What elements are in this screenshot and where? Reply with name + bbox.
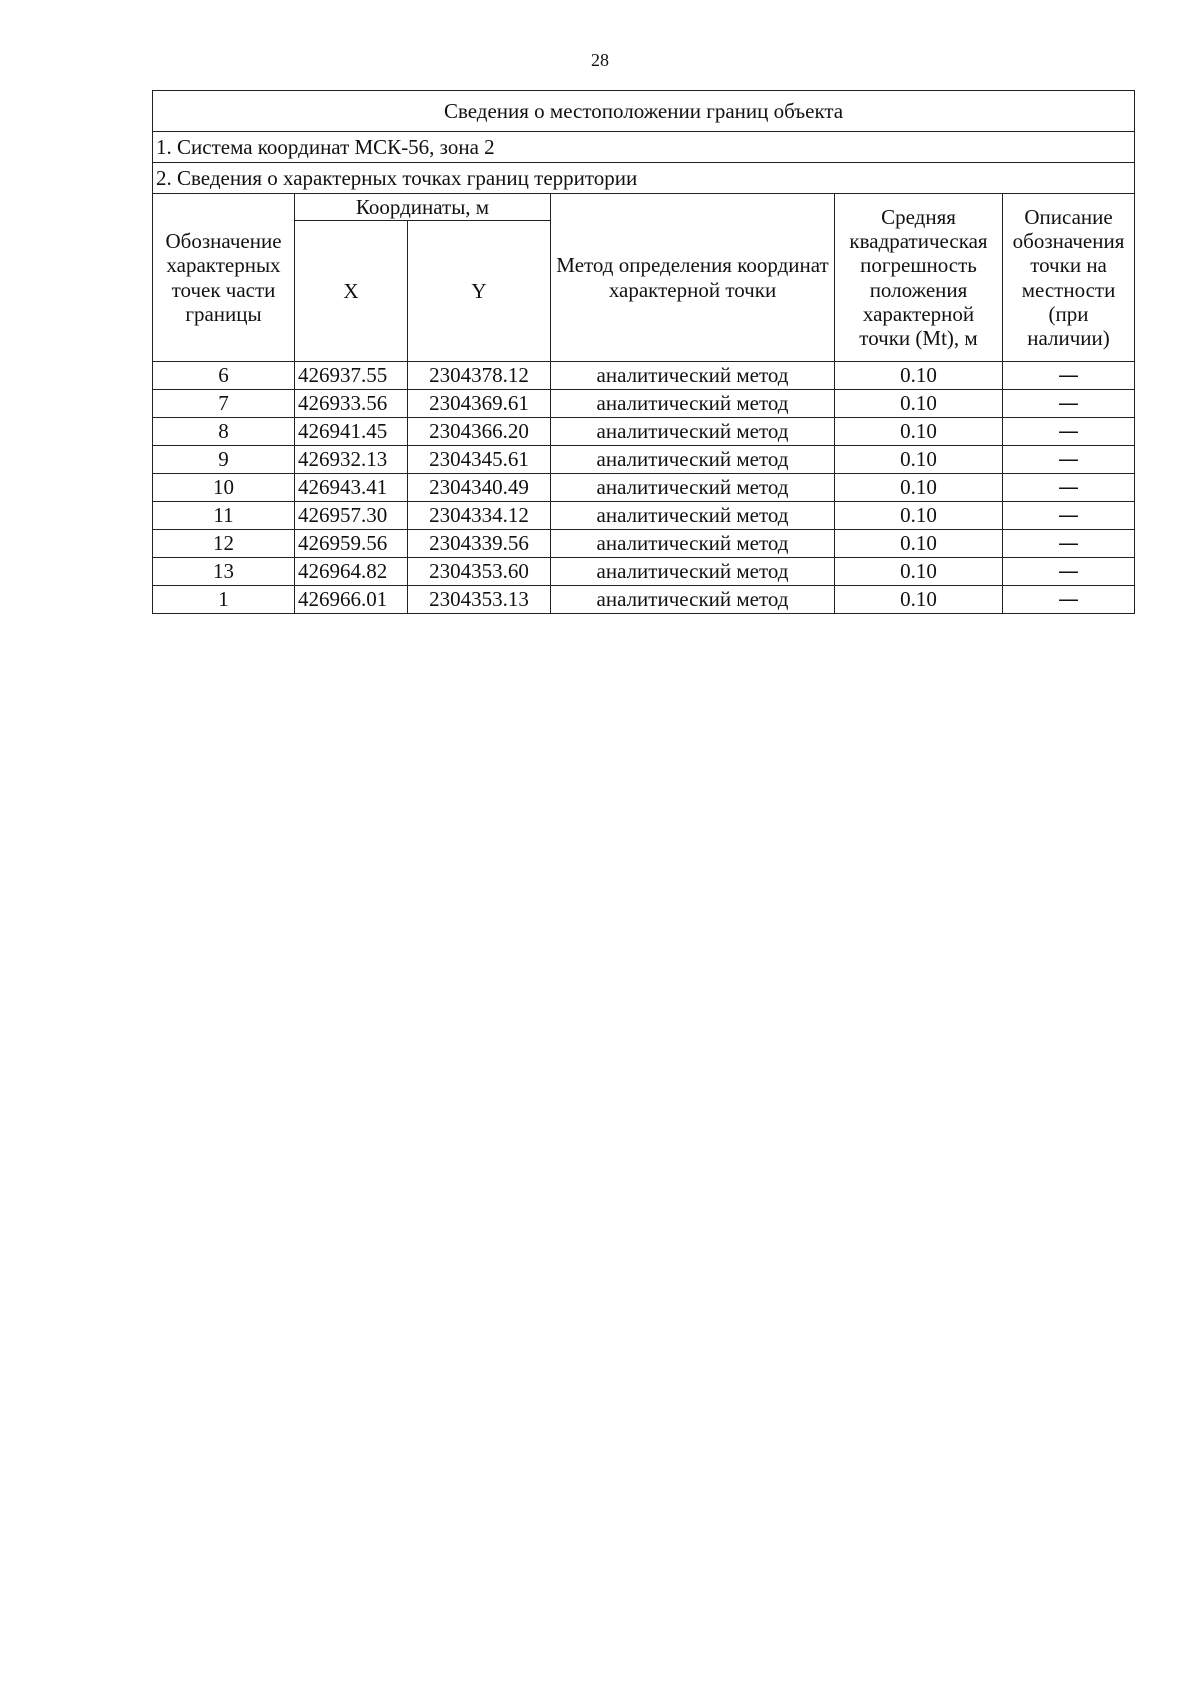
- table-row: [153, 558, 1135, 586]
- cell-point: 9: [153, 446, 295, 474]
- cell-point: 6: [153, 362, 295, 390]
- cell-description: —: [1003, 418, 1135, 446]
- table-row: [153, 502, 1135, 530]
- table-title: Сведения о местоположении границ объекта: [153, 91, 1135, 132]
- cell-description: —: [1003, 362, 1135, 390]
- cell-mt: 0.10: [835, 586, 1003, 614]
- cell-point: 13: [153, 558, 295, 586]
- cell-method: аналитический метод: [551, 418, 835, 446]
- cell-description: —: [1003, 558, 1135, 586]
- cell-mt: 0.10: [835, 530, 1003, 558]
- header-mean-error: Средняя квадратическая погрешность положения характерной точки (Mt), м: [835, 194, 1003, 362]
- cell-description: —: [1003, 586, 1135, 614]
- cell-mt: 0.10: [835, 362, 1003, 390]
- cell-method: аналитический метод: [551, 558, 835, 586]
- table-row: [153, 586, 1135, 614]
- cell-method: аналитический метод: [551, 390, 835, 418]
- page-number: 28: [591, 50, 609, 70]
- cell-mt: 0.10: [835, 558, 1003, 586]
- cell-description: —: [1003, 390, 1135, 418]
- table-row: [153, 446, 1135, 474]
- cell-point: 11: [153, 502, 295, 530]
- cell-y: 2304345.61: [408, 446, 551, 474]
- cell-method: аналитический метод: [551, 362, 835, 390]
- cell-y: 2304369.61: [408, 390, 551, 418]
- cell-description: —: [1003, 530, 1135, 558]
- cell-x: 426959.56: [295, 530, 408, 558]
- header-point-designation: Обозначение характерных точек части границы: [153, 194, 295, 362]
- cell-description: —: [1003, 502, 1135, 530]
- cell-point: 12: [153, 530, 295, 558]
- cell-x: 426933.56: [295, 390, 408, 418]
- cell-x: 426966.01: [295, 586, 408, 614]
- cell-method: аналитический метод: [551, 474, 835, 502]
- cell-x: 426957.30: [295, 502, 408, 530]
- cell-method: аналитический метод: [551, 530, 835, 558]
- table-row: [153, 362, 1135, 390]
- cell-x: 426964.82: [295, 558, 408, 586]
- cell-description: —: [1003, 474, 1135, 502]
- cell-y: 2304353.13: [408, 586, 551, 614]
- points-section-row: 2. Сведения о характерных точках границ территории: [153, 163, 1135, 194]
- table-row: [153, 418, 1135, 446]
- cell-description: —: [1003, 446, 1135, 474]
- cell-mt: 0.10: [835, 446, 1003, 474]
- cell-x: 426943.41: [295, 474, 408, 502]
- cell-mt: 0.10: [835, 418, 1003, 446]
- header-coordinates: Координаты, м: [295, 194, 551, 221]
- cell-method: аналитический метод: [551, 446, 835, 474]
- header-y: Y: [408, 221, 551, 362]
- table-row: [153, 530, 1135, 558]
- boundary-coordinates-table: [152, 90, 1135, 614]
- cell-point: 1: [153, 586, 295, 614]
- cell-y: 2304334.12: [408, 502, 551, 530]
- cell-method: аналитический метод: [551, 502, 835, 530]
- cell-point: 7: [153, 390, 295, 418]
- cell-y: 2304339.56: [408, 530, 551, 558]
- table-row: [153, 390, 1135, 418]
- cell-y: 2304340.49: [408, 474, 551, 502]
- cell-mt: 0.10: [835, 390, 1003, 418]
- cell-x: 426937.55: [295, 362, 408, 390]
- table-row: [153, 474, 1135, 502]
- cell-y: 2304353.60: [408, 558, 551, 586]
- header-x: X: [295, 221, 408, 362]
- cell-x: 426941.45: [295, 418, 408, 446]
- coordinate-system-row: 1. Система координат МСК-56, зона 2: [153, 132, 1135, 163]
- header-method: Метод определения координат характерной точки: [551, 194, 835, 362]
- header-description: Описание обозначения точки на местности (при наличии): [1003, 194, 1135, 362]
- cell-point: 10: [153, 474, 295, 502]
- cell-method: аналитический метод: [551, 586, 835, 614]
- cell-point: 8: [153, 418, 295, 446]
- cell-y: 2304366.20: [408, 418, 551, 446]
- cell-y: 2304378.12: [408, 362, 551, 390]
- cell-mt: 0.10: [835, 474, 1003, 502]
- cell-x: 426932.13: [295, 446, 408, 474]
- cell-mt: 0.10: [835, 502, 1003, 530]
